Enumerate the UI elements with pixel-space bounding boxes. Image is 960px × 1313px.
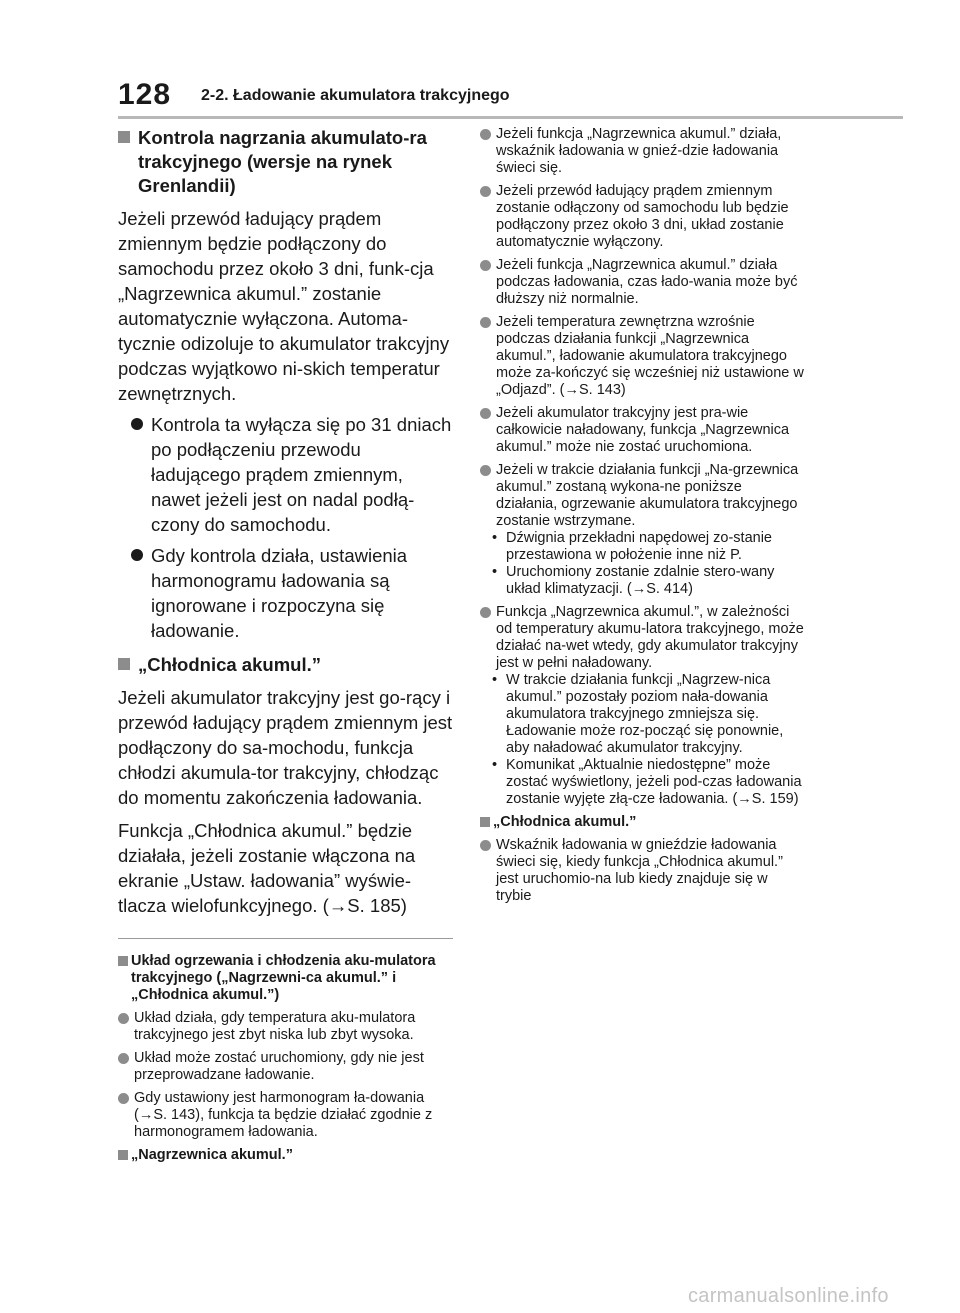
- heading-battery-heating-control: Kontrola nagrzania akumulato-ra trakcyjnego (wersje na rynek Grenlandii): [118, 126, 453, 198]
- right-column: [480, 126, 805, 905]
- square-bullet-icon: [118, 131, 130, 143]
- bullet-dot-icon: [480, 186, 491, 197]
- header-divider: [118, 116, 903, 119]
- bullet-dot-icon: [480, 260, 491, 271]
- note-heading: „Nagrzewnica akumul.”: [118, 1147, 453, 1164]
- note-bullet: Jeżeli przewód ładujący prądem zmiennym zostanie odłączony od samochodu lub będzie podłączony przez około 3 dni, układ zostanie automatycznie wyłączony.: [480, 183, 805, 251]
- bullet-dot-icon: [480, 408, 491, 419]
- bullet-dot-icon: [118, 1013, 129, 1024]
- square-bullet-icon: [118, 658, 130, 670]
- sub-bullet: • Uruchomiony zostanie zdalnie stero-wany układ klimatyzacji. (→S. 414): [492, 564, 775, 597]
- note-bullet: Gdy ustawiony jest harmonogram ła-dowania (→S. 143), funkcja ta będzie działać zgodnie z harmonogramem ładowania.: [118, 1090, 453, 1141]
- paragraph: Funkcja „Chłodnica akumul.” będzie działała, jeżeli zostanie włączona na ekranie „Ustaw. ładowania” wyświe-tlacza wielofunkcyjnego. (→S. 185): [118, 820, 416, 916]
- bullet-dot-icon: [131, 418, 143, 430]
- bullet-item: Gdy kontrola działa, ustawienia harmonogramu ładowania są ignorowane i rozpoczyna się ładowanie.: [118, 543, 453, 643]
- watermark: carmanualsonline.info: [688, 1285, 889, 1307]
- bullet-dot-icon: [480, 607, 491, 618]
- note-bullet: Jeżeli temperatura zewnętrzna wzrośnie podczas działania funkcji „Nagrzewnica akumul.”, ładowanie akumulatora trakcyjnego może za-kończyć się wcześniej niż ustawione w „Odjazd”. (→S. 143): [480, 314, 805, 399]
- note-bullet: Funkcja „Nagrzewnica akumul.”, w zależności od temperatury akumu-latora trakcyjnego, może działać na-wet wtedy, gdy akumulator trakcyjny jest w pełni naładowany.: [480, 604, 805, 672]
- sub-bullet-mark: •: [492, 564, 498, 580]
- paragraph: Jeżeli przewód ładujący prądem zmiennym będzie podłączony do samochodu przez około 3 dni, funk-cja „Nagrzewnica akumul.” zostanie automatycznie wyłączona. Automa-tycznie odizoluje to akumulator trakcyjny podczas wyjątkowo ni-skich temperatur zewnętrznych.: [118, 208, 450, 404]
- note-bullet: Jeżeli funkcja „Nagrzewnica akumul.” działa, wskaźnik ładowania w gnieź-dzie ładowania świeci się.: [480, 126, 805, 177]
- bullet-dot-icon: [480, 129, 491, 140]
- sub-bullet-mark: •: [492, 672, 498, 688]
- sub-bullet: • Komunikat „Aktualnie niedostępne” może zostać wyświetlony, jeżeli pod-czas ładowania zostanie wyjęte złą-cze ładowania. (→S. 159): [492, 757, 802, 807]
- sub-bullet: • Dźwignia przekładni napędowej zo-stanie przestawiona w położenie inne niż P.: [492, 530, 772, 563]
- bullet-dot-icon: [118, 1053, 129, 1064]
- bullet-dot-icon: [118, 1093, 129, 1104]
- note-bullet: Wskaźnik ładowania w gnieździe ładowania świeci się, kiedy funkcja „Chłodnica akumul.” jest uruchomio-na lub kiedy znajduje się w trybie: [480, 837, 805, 905]
- square-bullet-icon: [118, 956, 128, 966]
- bullet-dot-icon: [480, 465, 491, 476]
- bullet-dot-icon: [480, 317, 491, 328]
- paragraph: Jeżeli akumulator trakcyjny jest go-rący i przewód ładujący prądem zmiennym jest podłączony do sa-mochodu, funkcja chłodzi akumula-tor trakcyjny, chłodząc do momentu zakończenia ładowania.: [118, 687, 453, 808]
- note-divider: [118, 938, 453, 939]
- bullet-dot-icon: [131, 549, 143, 561]
- left-column: [118, 126, 453, 1164]
- note-bullet: Jeżeli funkcja „Nagrzewnica akumul.” działa podczas ładowania, czas łado-wania może być dłuższy niż normalnie.: [480, 257, 805, 308]
- sub-bullet-mark: •: [492, 757, 498, 773]
- page-number: 128: [118, 78, 172, 111]
- note-bullet: Układ działa, gdy temperatura aku-mulatora trakcyjnego jest zbyt niska lub zbyt wysoka.: [118, 1010, 453, 1044]
- heading-battery-cooler: „Chłodnica akumul.”: [118, 653, 453, 677]
- note-bullet: Jeżeli w trakcie działania funkcji „Na-grzewnica akumul.” zostaną wykona-ne poniższe działania, ogrzewanie akumulatora trakcyjnego zostanie wstrzymane.: [480, 462, 805, 530]
- note-heading: Układ ogrzewania i chłodzenia aku-mulatora trakcyjnego („Nagrzewni-ca akumul.” i „Chłodnica akumul.”): [118, 953, 453, 1004]
- sub-bullet: • W trakcie działania funkcji „Nagrzew-nica akumul.” pozostały poziom nała-dowania akumulatora trakcyjnego zmniejsza się. Ładowanie może roz-począć się ponownie, aby naładować akumulator trakcyjny.: [492, 672, 784, 756]
- note-heading: „Chłodnica akumul.”: [480, 814, 805, 831]
- section-title: 2-2. Ładowanie akumulatora trakcyjnego: [201, 87, 510, 104]
- sub-bullet-mark: •: [492, 530, 498, 546]
- square-bullet-icon: [118, 1150, 128, 1160]
- square-bullet-icon: [480, 817, 490, 827]
- bullet-item: Kontrola ta wyłącza się po 31 dniach po podłączeniu przewodu ładującego prądem zmiennym, nawet jeżeli jest on nadal podłą-czony do samochodu.: [118, 412, 453, 537]
- bullet-dot-icon: [480, 840, 491, 851]
- note-bullet: Układ może zostać uruchomiony, gdy nie jest przeprowadzane ładowanie.: [118, 1050, 453, 1084]
- note-bullet: Jeżeli akumulator trakcyjny jest pra-wie całkowicie naładowany, funkcja „Nagrzewnica akumul.” może nie zostać uruchomiona.: [480, 405, 805, 456]
